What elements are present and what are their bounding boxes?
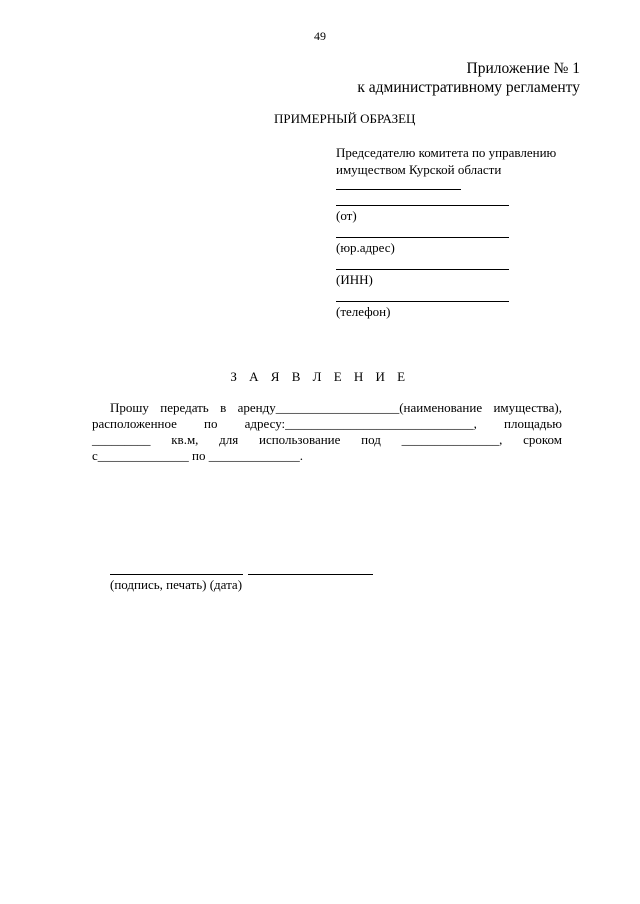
appendix-title: Приложение № 1 bbox=[466, 60, 580, 77]
date-blank-line bbox=[248, 574, 373, 575]
statement-line-2: расположенное по адресу:_____________________________, площадью bbox=[92, 416, 562, 431]
addressee-line-1: Председателю комитета по управлению bbox=[336, 145, 557, 160]
sample-label: ПРИМЕРНЫЙ ОБРАЗЕЦ bbox=[274, 111, 416, 126]
addressee-block bbox=[336, 144, 556, 178]
signature-caption: (подпись, печать) (дата) bbox=[110, 577, 243, 592]
page-number: 49 bbox=[314, 29, 326, 43]
statement-line-3: _________ кв.м, для использование под _______________, сроком bbox=[92, 432, 562, 447]
addressee-line-2: имуществом Курской области bbox=[336, 162, 502, 177]
phone-blank-line bbox=[336, 301, 509, 302]
from-blank-line bbox=[336, 205, 509, 206]
addressee-blank-line bbox=[336, 189, 461, 190]
legal-address-label: (юр.адрес) bbox=[336, 240, 395, 255]
from-label: (от) bbox=[336, 208, 357, 223]
inn-label: (ИНН) bbox=[336, 272, 373, 287]
phone-label: (телефон) bbox=[336, 304, 391, 319]
appendix-subtitle: к административному регламенту bbox=[357, 79, 580, 96]
inn-blank-line bbox=[336, 269, 509, 270]
signature-blank-line bbox=[110, 574, 243, 575]
legal-address-blank-line bbox=[336, 237, 509, 238]
statement-line-4: с______________ по ______________. bbox=[92, 448, 303, 463]
statement-heading: З А Я В Л Е Н И Е bbox=[230, 369, 410, 384]
statement-line-1: Прошу передать в аренду___________________(наименование имущества), bbox=[110, 400, 562, 415]
